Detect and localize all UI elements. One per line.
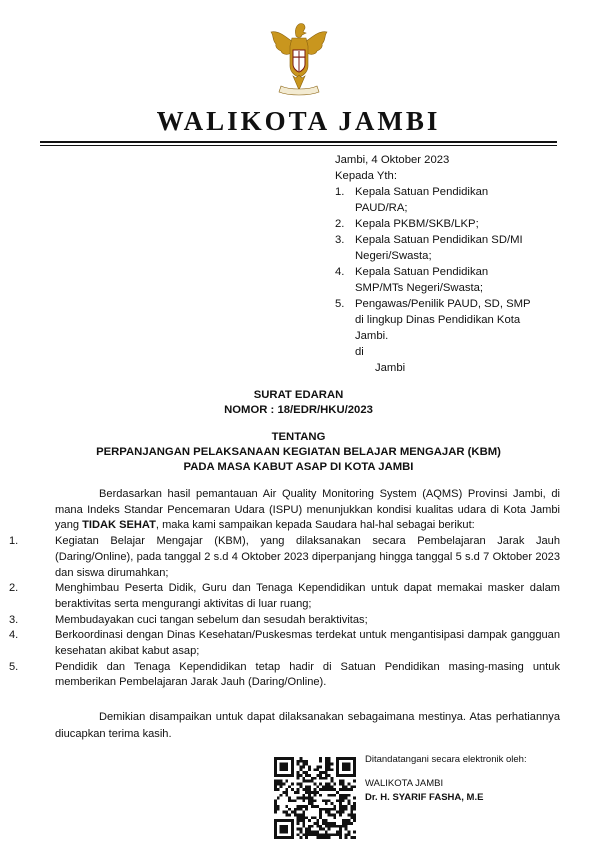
letter-date: Jambi, 4 Oktober 2023	[335, 154, 450, 166]
list-item: 3. Membudayakan cuci tangan sebelum dan sesudah beraktivitas;	[9, 613, 368, 626]
list-item: 2. Menghimbau Peserta Didik, Guru dan Tenaga Kependidikan untuk dapat memakai masker dalam beraktivitas serta mengurangi aktivitas di luar ruang;	[9, 582, 560, 610]
air-quality-status: TIDAK SEHAT	[82, 519, 156, 532]
letter-about: TENTANG	[271, 431, 326, 443]
recipient-item: 2. Kepala PKBM/SKB/LKP;	[335, 218, 479, 230]
recipient-item: 1. Kepala Satuan Pendidikan PAUD/RA;	[335, 186, 489, 214]
letter-number: NOMOR : 18/EDR/HKU/2023	[224, 404, 373, 416]
header-divider	[40, 141, 557, 143]
letter-body	[9, 487, 560, 691]
recipient-item: 3. Kepala Satuan Pendidikan SD/MI Negeri/Swasta;	[335, 234, 523, 262]
e-signature-note: Ditandatangani secara elektronik oleh:	[365, 754, 527, 765]
list-item: 4. Berkoordinasi dengan Dinas Kesehatan/Puskesmas terdekat untuk mengantisipasi dampak gangguan kesehatan akibat kabut asap;	[9, 629, 560, 658]
signer-office: WALIKOTA JAMBI	[365, 778, 444, 789]
list-item: 5. Pendidik dan Tenaga Kependidikan tetap hadir di Satuan Pendidikan masing-masing untuk memberikan Pembelajaran Jarak Jauh (Daring/Online).	[9, 660, 560, 689]
letter-subject-line-2: PADA MASA KABUT ASAP DI KOTA JAMBI	[183, 461, 414, 473]
recipient-city: Jambi	[375, 362, 406, 374]
recipient-heading: Kepada Yth:	[335, 170, 397, 182]
page-title: WALIKOTA JAMBI	[156, 106, 441, 136]
recipient-item: 4. Kepala Satuan Pendidikan SMP/MTs Negeri/Swasta;	[335, 266, 489, 294]
header-divider-thin	[40, 145, 557, 146]
letter-type: SURAT EDARAN	[253, 389, 344, 401]
signer-name: Dr. H. SYARIF FASHA, M.E	[365, 792, 484, 803]
address-block	[335, 152, 575, 376]
instruction-list	[9, 534, 560, 691]
list-item: 1. Kegiatan Belajar Mengajar (KBM), yang dilaksanakan secara Pembelajaran Jarak Jauh (Daring/Online), pada tanggal 2 s.d 4 Oktober 2023 diperpanjang hingga tanggal 5 s.d 7 Oktober 2023 dan siswa dirumahkan;	[9, 535, 560, 579]
closing-paragraph: Demikian disampaikan untuk dapat dilaksanakan sebagaimana mestinya. Atas perhatiannya diucapkan terima kasih.	[55, 711, 560, 740]
recipient-item: 5. Pengawas/Penilik PAUD, SD, SMP di lingkup Dinas Pendidikan Kota Jambi.	[335, 298, 531, 342]
garuda-emblem-icon	[267, 20, 331, 98]
signature-block	[365, 753, 527, 805]
letter-subject-line-1: PERPANJANGAN PELAKSANAAN KEGIATAN BELAJAR MENGAJAR (KBM)	[96, 446, 501, 458]
intro-paragraph: Berdasarkan hasil pemantauan Air Quality Monitoring System (AQMS) Provinsi Jambi, di mana Indeks Standar Pencemaran Udara (ISPU) menunjukkan kondisi kualitas udara di Kota Jambi yang TIDAK SEHAT, maka kami sampaikan kepada Saudara hal-hal sebagai berikut:	[55, 488, 560, 532]
recipient-di: di	[355, 346, 364, 358]
qr-code-icon	[274, 757, 356, 839]
